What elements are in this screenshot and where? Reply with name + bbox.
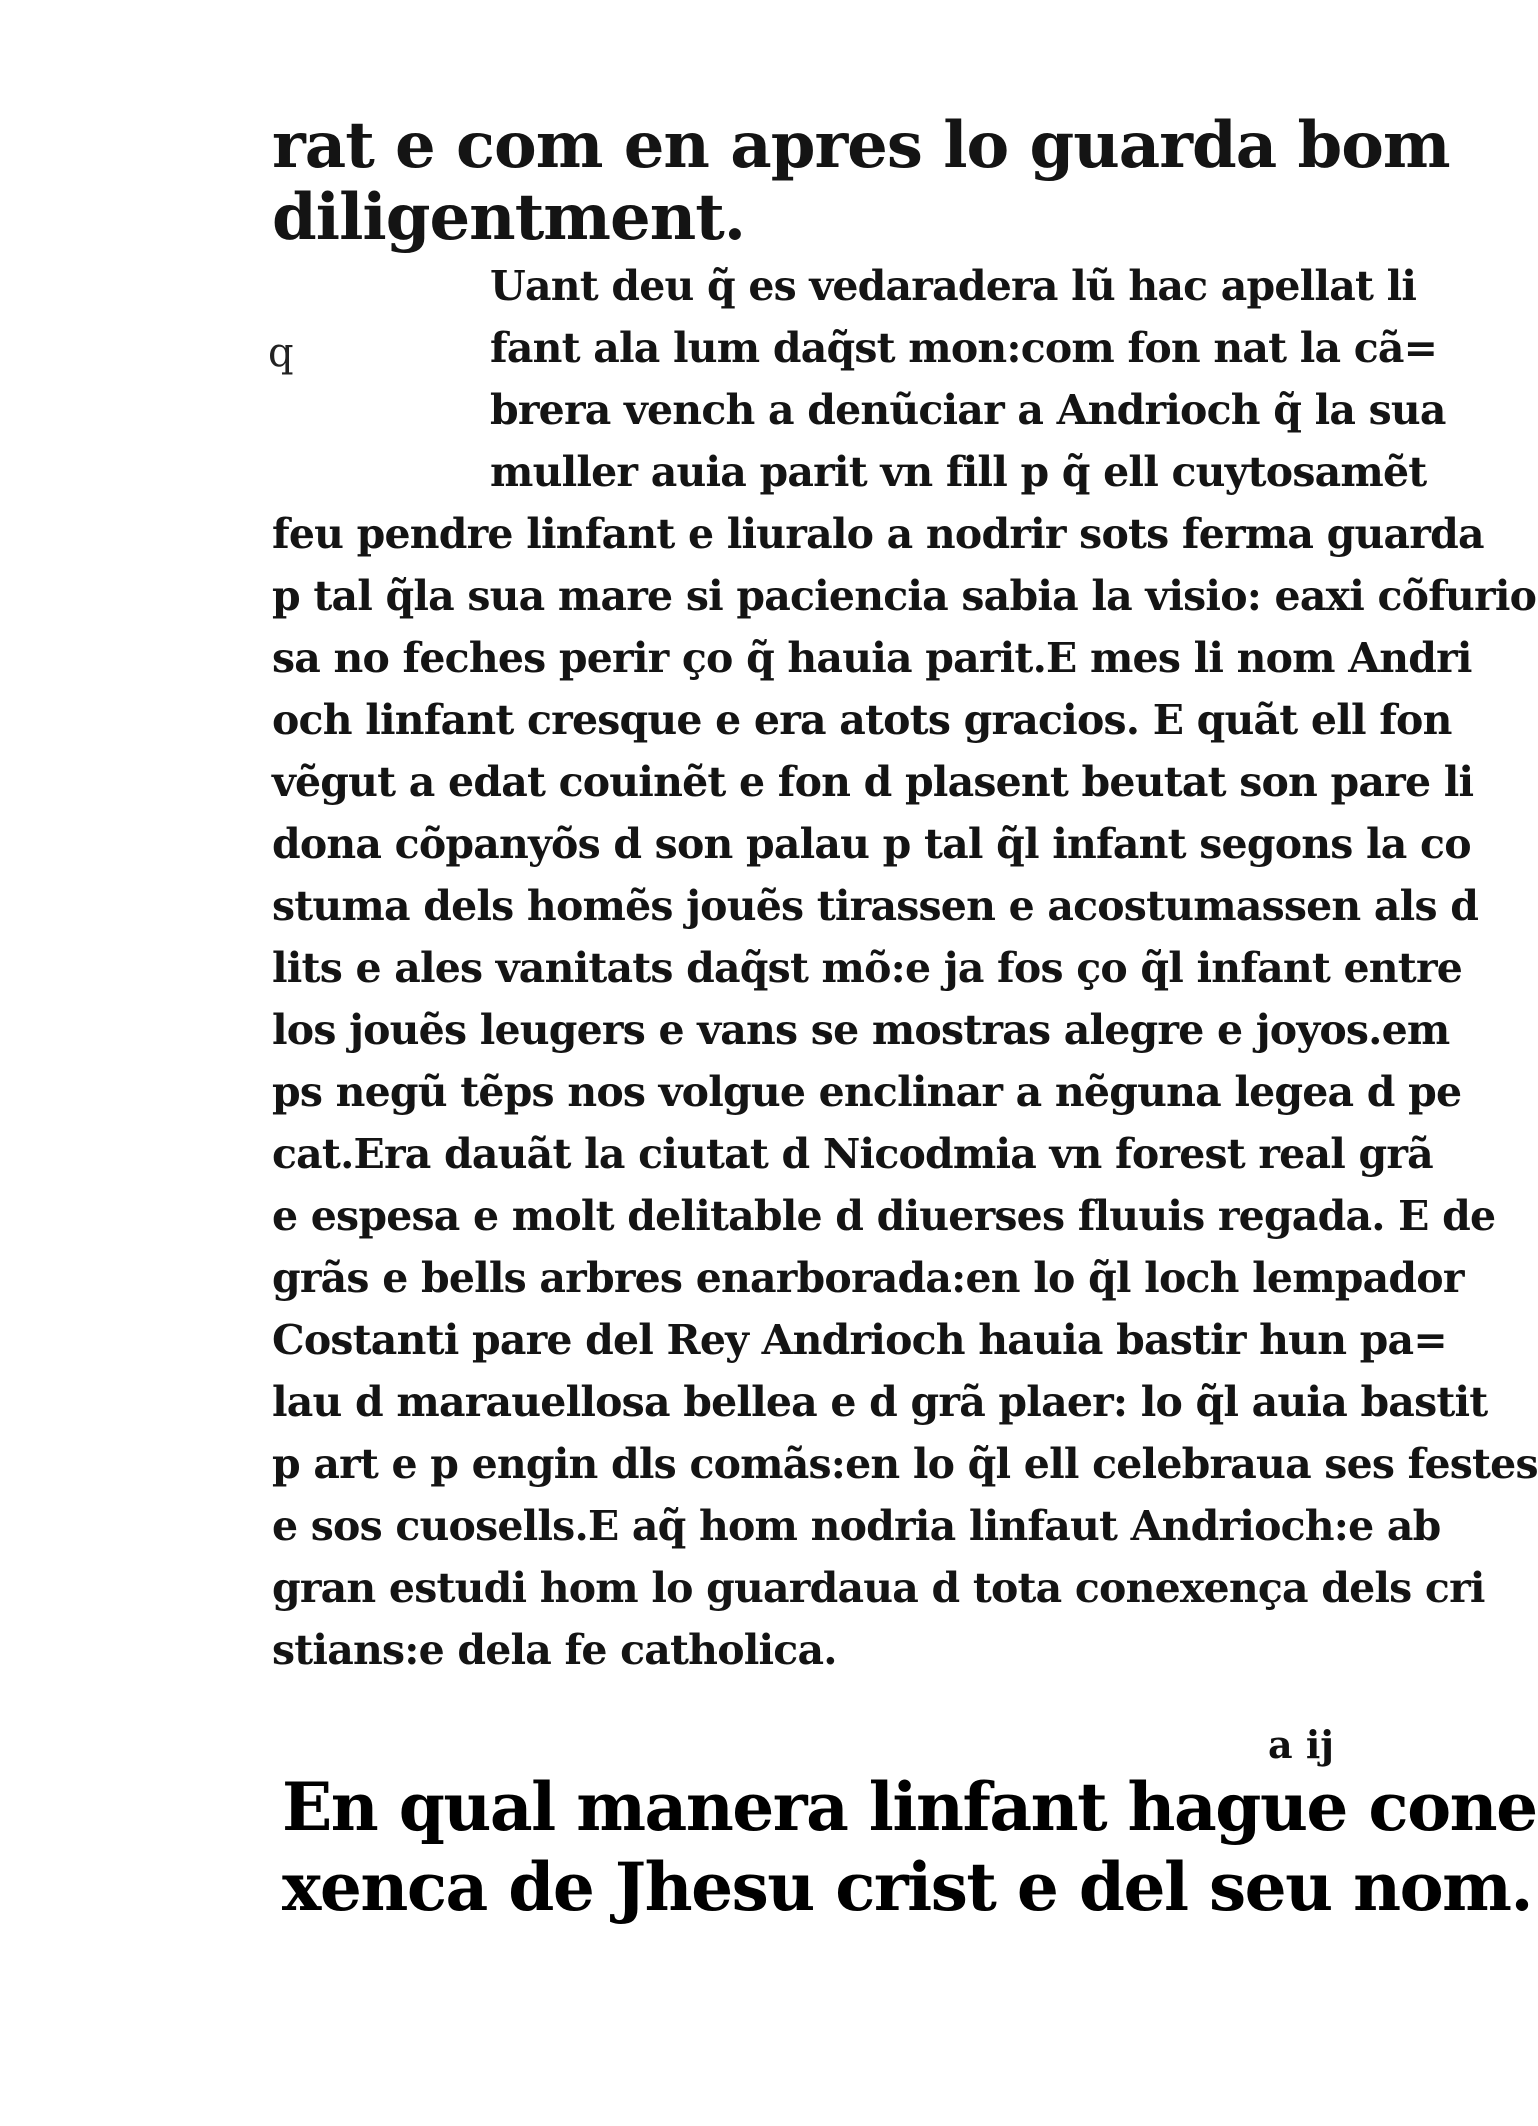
body-line-5: feu pendre linfant e liuralo a nodrir sots ferma guarda [272, 510, 1484, 558]
chapter-heading-line-1: En qual manera linfant hague cone [282, 1768, 1537, 1846]
body-line-4: muller auia parit vn fill p q̃ ell cuytosamẽt [490, 448, 1427, 496]
guide-letter: q [268, 330, 294, 376]
body-line-12: lits e ales vanitats daq̃st mõ:e ja fos ço q̃l infant entre [272, 944, 1463, 992]
body-line-10: dona cõpanyõs d son palau p tal q̃l infant segons la co [272, 820, 1471, 868]
body-line-13: los jouẽs leugers e vans se mostras alegre e joyos.em [272, 1006, 1450, 1054]
body-line-17: grãs e bells arbres enarborada:en lo q̃l loch lempador [272, 1254, 1464, 1302]
body-line-1: Uant deu q̃ es vedaradera lũ hac apellat li [490, 262, 1417, 310]
body-line-2: fant ala lum daq̃st mon:com fon nat la cã= [490, 324, 1438, 372]
signature-mark: a ij [1268, 1722, 1335, 1767]
body-line-14: ps negũ tẽps nos volgue enclinar a nẽguna legea d pe [272, 1068, 1462, 1116]
body-line-15: cat.Era dauãt la ciutat d Nicodmia vn forest real grã [272, 1130, 1433, 1178]
body-line-7: sa no feches perir ço q̃ hauia parit.E mes li nom Andri [272, 634, 1472, 682]
body-line-8: och linfant cresque e era atots gracios. E quãt ell fon [272, 696, 1452, 744]
body-line-20: p art e p engin dls comãs:en lo q̃l ell celebraua ses festes [272, 1440, 1538, 1488]
body-line-21: e sos cuosells.E aq̃ hom nodria linfaut Andrioch:e ab [272, 1502, 1441, 1550]
body-line-22: gran estudi hom lo guardaua d tota conexença dels cri [272, 1564, 1485, 1612]
body-line-19: lau d marauellosa bellea e d grã plaer: lo q̃l auia bastit [272, 1378, 1488, 1426]
body-line-11: stuma dels homẽs jouẽs tirassen e acostumassen als d [272, 882, 1479, 930]
chapter-heading-line-2: xenca de Jhesu crist e del seu nom. [282, 1848, 1532, 1926]
body-line-23: stians:e dela fe catholica. [272, 1626, 837, 1674]
opening-line-2: diligentment. [272, 180, 746, 255]
opening-line-1: rat e com en apres lo guarda bom [272, 108, 1450, 183]
body-line-9: vẽgut a edat couinẽt e fon d plasent beutat son pare li [272, 758, 1474, 806]
body-line-3: brera vench a denũciar a Andrioch q̃ la sua [490, 386, 1446, 434]
body-line-18: Costanti pare del Rey Andrioch hauia bastir hun pa= [272, 1316, 1447, 1364]
body-line-16: e espesa e molt delitable d diuerses fluuis regada. E de [272, 1192, 1496, 1240]
body-line-6: p tal q̃la sua mare si paciencia sabia la visio: eaxi cõfurio [272, 572, 1537, 620]
